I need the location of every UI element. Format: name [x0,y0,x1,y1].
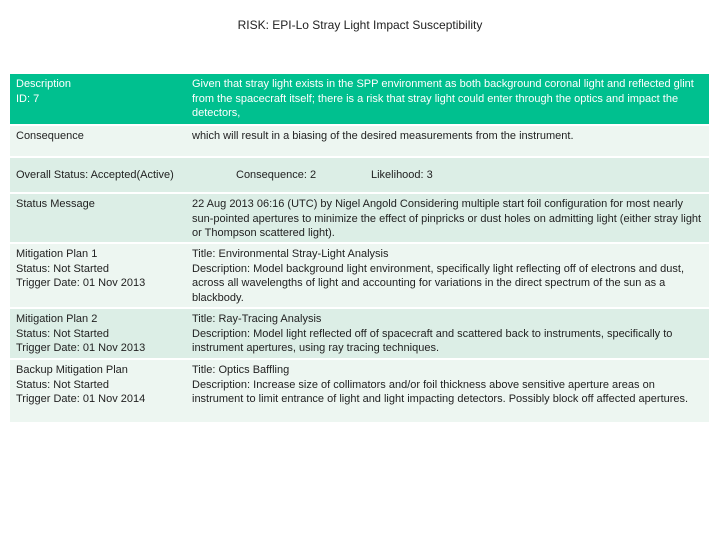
description-row [10,74,709,126]
description-label [10,74,190,124]
consequence-score: Consequence: 2 [236,168,317,181]
mitigation-plan-2-title: Title: Ray-Tracing Analysis [192,313,322,325]
overall-status: Overall Status: Accepted(Active) [16,168,174,181]
consequence-row [10,126,709,158]
description-text: Given that stray light exists in the SPP environment as both background coronal light and reflected glint from the spacecraft itself; there is a risk that stray light could enter through the optics and impact the detectors, [192,78,694,119]
backup-mitigation-plan-details [190,360,709,422]
status-message-text: 22 Aug 2013 06:16 (UTC) by Nigel Angold Considering multiple start foil configuration for most nearly sun-pointed apertures to minimize the effect of pinpricks or dust holes on admitting light (either stray light or Thompson scattered light). [192,198,702,239]
mitigation-plan-2-status: Status: Not Started [16,327,109,340]
backup-mitigation-plan-description: Description: Increase size of collimators and/or foil thickness above sensitive aperture areas on instrument to limit entrance of light and light impacting detectors. Possibly block off affected apertures. [192,378,689,405]
mitigation-plan-1-title: Title: Environmental Stray-Light Analysis [192,248,389,260]
mitigation-plan-1-description: Description: Model background light environment, specifically light reflecting off of electrons and dust, across all wavelengths of light and accounting for variations in the direct spectrum of the sun as a blackbody. [192,262,685,304]
consequence-label: Consequence [16,130,84,142]
mitigation-plan-2-name: Mitigation Plan 2 [16,313,98,325]
mitigation-plan-1-trigger: Trigger Date: 01 Nov 2013 [16,277,146,289]
description-label-title: Description [16,78,72,90]
mitigation-plan-2-row [10,309,709,360]
likelihood-score: Likelihood: 3 [371,168,433,181]
backup-mitigation-plan-info [10,360,190,422]
backup-mitigation-plan-status: Status: Not Started [16,378,109,391]
mitigation-plan-2-details [190,309,709,358]
consequence-text: which will result in a biasing of the desired measurements from the instrument. [192,130,574,142]
backup-mitigation-plan-name: Backup Mitigation Plan [16,364,128,376]
status-message-row [10,194,709,244]
page-title: RISK: EPI-Lo Stray Light Impact Susceptibility [237,18,483,32]
mitigation-plan-1-name: Mitigation Plan 1 [16,248,98,260]
mitigation-plan-1-status: Status: Not Started [16,262,109,275]
backup-mitigation-plan-title: Title: Optics Baffling [192,364,290,376]
backup-mitigation-plan-row [10,360,709,424]
risk-table [10,74,709,424]
status-row [10,158,709,194]
mitigation-plan-2-trigger: Trigger Date: 01 Nov 2013 [16,342,146,354]
backup-mitigation-plan-trigger: Trigger Date: 01 Nov 2014 [16,393,146,405]
description-id: ID: 7 [16,92,40,105]
mitigation-plan-1-info [10,244,190,307]
mitigation-plan-1-details [190,244,709,307]
mitigation-plan-2-description: Description: Model light reflected off of spacecraft and scattered back to instruments, specifically to instrument apertures, using ray tracing techniques. [192,327,673,354]
mitigation-plan-2-info [10,309,190,358]
mitigation-plan-1-row [10,244,709,309]
status-message-label: Status Message [16,198,95,210]
